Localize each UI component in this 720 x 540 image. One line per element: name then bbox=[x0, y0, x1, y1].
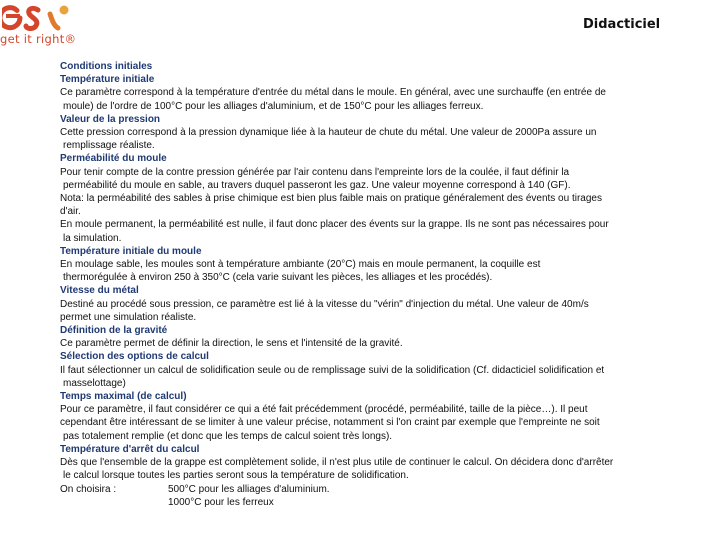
text-line: thermorégulée à environ 250 à 350°C (cela varie suivant les pièces, les alliages et les procédés). bbox=[63, 272, 493, 284]
choice-label: On choisira : bbox=[60, 483, 117, 495]
text-line: Ce paramètre correspond à la température d'entrée du métal dans le moule. En général, avec une surchauffe (en entrée de bbox=[60, 87, 606, 99]
text-line: Dès que l'ensemble de la grappe est complètement solide, il n'est plus utile de continuer le calcul. On décidera donc d'arrêter bbox=[60, 457, 614, 469]
logo-tagline: get it right® bbox=[0, 32, 77, 46]
text-line: perméabilité du moule en sable, au travers duquel passeront les gaz. Une valeur moyenne correspond à 140 (GF). bbox=[63, 179, 571, 191]
text-line: Cette pression correspond à la pression dynamique liée à la hauteur de chute du métal. Une valeur de 2000Pa assure un bbox=[60, 127, 597, 139]
text-line: Destiné au procédé sous pression, ce paramètre est lié à la vitesse du "vérin" d'injection du métal. Une valeur de 40m/s bbox=[60, 298, 589, 310]
heading-temp-arret: Température d'arrêt du calcul bbox=[60, 443, 200, 455]
heading-pression: Valeur de la pression bbox=[60, 113, 161, 125]
text-line: Pour ce paramètre, il faut considérer ce qui a été fait précédemment (procédé, perméabilité, taille de la pièce…). Il peut bbox=[60, 404, 588, 416]
heading-temp-moule: Température initiale du moule bbox=[60, 245, 202, 257]
choice-row bbox=[60, 483, 670, 496]
text-line: En moule permanent, la perméabilité est nulle, il faut donc placer des évents sur la grappe. Ils ne sont pas nécessaires pour bbox=[60, 219, 609, 231]
text-line: masselottage) bbox=[63, 377, 126, 389]
text-line: Pour tenir compte de la contre pression générée par l'air contenu dans l'empreinte lors de la coulée, il faut définir la bbox=[60, 166, 570, 178]
heading-vitesse: Vitesse du métal bbox=[60, 285, 139, 297]
text-line: Ce paramètre permet de définir la direction, le sens et l'intensité de la gravité. bbox=[60, 338, 403, 350]
heading-gravite: Définition de la gravité bbox=[60, 325, 168, 337]
choice-value: 500°C pour les alliages d'aluminium. bbox=[168, 483, 330, 495]
esi-logo bbox=[0, 0, 80, 48]
page-title: Didacticiel bbox=[583, 17, 661, 32]
heading-permeabilite: Perméabilité du moule bbox=[60, 153, 167, 165]
text-line: Il faut sélectionner un calcul de solidification seule ou de remplissage suivi de la solidification (Cf. didacticiel solidification et bbox=[60, 364, 605, 376]
text-line: En moulage sable, les moules sont à température ambiante (20°C) mais en moule permanent, la coquille est bbox=[60, 259, 541, 271]
text-line: remplissage réaliste. bbox=[63, 140, 155, 152]
document-body bbox=[60, 60, 670, 509]
text-line: la simulation. bbox=[63, 232, 122, 244]
heading-conditions: Conditions initiales bbox=[60, 61, 153, 72]
choice-row bbox=[60, 496, 670, 509]
text-line: permet une simulation réaliste. bbox=[60, 311, 197, 323]
text-line: le calcul lorsque toutes les parties seront sous la température de solidification. bbox=[63, 470, 409, 482]
esi-logo-mark bbox=[2, 2, 74, 34]
heading-temps: Temps maximal (de calcul) bbox=[60, 391, 187, 403]
text-line: d'air. bbox=[60, 206, 81, 218]
heading-options: Sélection des options de calcul bbox=[60, 351, 209, 363]
text-line: Nota: la perméabilité des sables à prise chimique est bien plus faible mais on pratique généralement des évents ou tirages bbox=[60, 193, 602, 205]
text-line: cependant être intéressant de se limiter à une valeur précise, notamment si l'on craint par exemple que l'empreinte ne soit bbox=[60, 417, 600, 429]
choice-spacer bbox=[60, 496, 168, 509]
text-line: moule) de l'ordre de 100°C pour les alliages d'aluminium, et de 150°C pour les alliages ferreux. bbox=[63, 100, 484, 112]
text-line: pas totalement remplie (et donc que les temps de calcul soient très longs). bbox=[63, 430, 393, 442]
choice-value: 1000°C pour les ferreux bbox=[168, 496, 274, 508]
heading-temp-initiale: Température initiale bbox=[60, 74, 155, 86]
